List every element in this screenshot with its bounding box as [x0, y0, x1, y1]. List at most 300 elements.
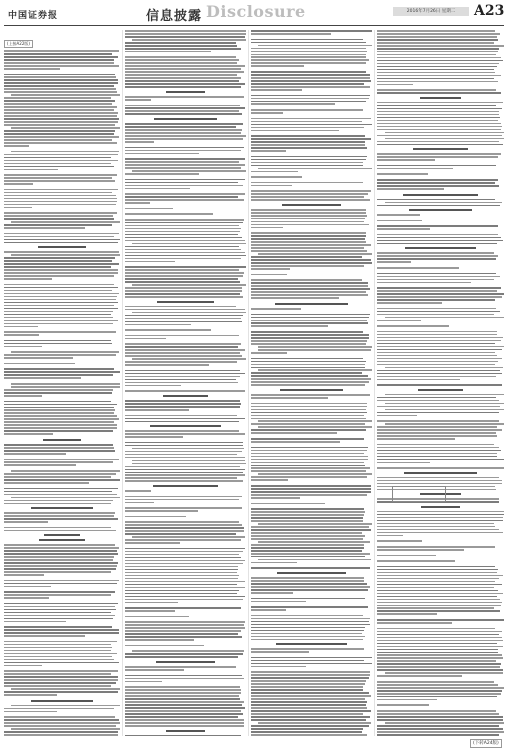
text-line: [377, 684, 498, 686]
text-line: [251, 59, 369, 61]
text-line: [377, 45, 504, 47]
text-line: [377, 273, 496, 275]
text-line: [4, 461, 113, 463]
text-line: [4, 278, 52, 280]
text-line: [258, 346, 372, 348]
text-line: [125, 587, 245, 589]
text-line: [251, 556, 365, 558]
text-line: [125, 349, 245, 351]
text-line: [251, 624, 370, 626]
text-line: [132, 536, 245, 538]
text-line: [251, 42, 366, 44]
text-line: [251, 274, 287, 276]
text-line: [251, 470, 366, 472]
text-line: [132, 312, 246, 314]
text-line: [251, 364, 365, 366]
text-line: [125, 287, 242, 289]
text-line: [125, 539, 241, 541]
text-line: [125, 167, 241, 169]
text-line: [251, 567, 370, 569]
text-line: [377, 42, 494, 44]
text-line: [377, 290, 497, 292]
text-line: [377, 532, 503, 534]
text-line: [251, 592, 293, 594]
text-line: [125, 96, 244, 98]
text-line: [377, 361, 498, 363]
text-line: [251, 418, 366, 420]
text-line: [125, 228, 241, 230]
text-line: [377, 373, 502, 375]
text-line: [251, 101, 366, 103]
text-line: [125, 42, 236, 44]
text-line: [251, 514, 364, 516]
text-line: [251, 54, 366, 56]
text-line: [125, 338, 166, 340]
text-line: [377, 57, 501, 59]
text-line: [4, 415, 117, 417]
text-line: [251, 279, 362, 281]
text-line: [125, 686, 240, 688]
text-line: [377, 587, 494, 589]
text-line: [125, 516, 186, 518]
text-line: [251, 162, 363, 164]
text-line: [251, 193, 368, 195]
text-line: [377, 84, 413, 86]
text-line: [4, 53, 112, 55]
text-line: [251, 259, 371, 261]
text-line: [377, 199, 495, 201]
text-line: [377, 459, 504, 461]
text-line: [258, 722, 371, 724]
text-line: [377, 267, 459, 269]
text-line: [377, 540, 422, 542]
text-line: [125, 376, 240, 378]
text-line: [377, 237, 501, 239]
text-line: [377, 111, 499, 113]
text-line: [125, 530, 244, 532]
text-line: [377, 590, 498, 592]
text-line: [4, 571, 111, 573]
text-line: [125, 707, 245, 709]
text-line: [377, 549, 464, 551]
text-line: [125, 255, 246, 257]
text-line: [377, 572, 497, 574]
text-line: [125, 315, 243, 317]
text-line: [251, 609, 286, 611]
text-line: [251, 701, 367, 703]
text-line: [251, 294, 368, 296]
text-line: [377, 261, 411, 263]
text-line: [4, 719, 119, 721]
text-line: [251, 485, 371, 487]
text-line: [251, 586, 370, 588]
text-line: [377, 66, 497, 68]
text-line: [377, 581, 495, 583]
text-line: [258, 523, 372, 525]
text-line: [377, 514, 504, 516]
text-line: [125, 524, 242, 526]
text-line: [275, 303, 347, 305]
text-line: [4, 346, 42, 348]
text-line: [251, 456, 368, 458]
text-line: [377, 619, 504, 621]
text-line: [125, 59, 239, 61]
text-line: [377, 406, 500, 408]
text-line: [377, 560, 455, 562]
text-line: [125, 138, 243, 140]
text-line: [4, 447, 114, 449]
text-line: [377, 325, 449, 327]
text-line: [4, 404, 117, 406]
text-line: [125, 293, 240, 295]
text-line: [125, 421, 239, 423]
text-line: [377, 529, 499, 531]
text-line: [251, 109, 363, 111]
text-line: [125, 56, 236, 58]
text-line: [377, 400, 499, 402]
text-line: [4, 409, 115, 411]
text-line: [4, 218, 114, 220]
text-line: [377, 663, 501, 665]
text-line: [258, 253, 372, 255]
text-line: [4, 212, 117, 214]
text-line: [125, 430, 239, 432]
text-line: [251, 663, 372, 665]
text-line: [377, 220, 422, 222]
text-line: [4, 527, 111, 529]
text-line: [125, 290, 242, 292]
text-line: [125, 107, 245, 109]
text-line: [4, 311, 113, 313]
text-line: [251, 636, 365, 638]
text-line: [125, 415, 237, 417]
text-line: [377, 205, 500, 207]
text-line: [125, 68, 241, 70]
text-line: [251, 491, 371, 493]
text-line: [377, 384, 502, 386]
text-line: [125, 237, 242, 239]
text-line: [125, 193, 245, 195]
text-line: [4, 236, 114, 238]
text-line: [125, 593, 237, 595]
text-line: [125, 36, 245, 38]
text-line: [377, 467, 504, 469]
text-line: [4, 272, 118, 274]
text-line: [377, 185, 499, 187]
text-line: [4, 580, 119, 582]
text-line: [404, 472, 477, 474]
text-line: [277, 572, 345, 574]
text-line: [4, 553, 118, 555]
text-line: [251, 212, 366, 214]
text-line: [4, 395, 42, 397]
text-line: [251, 550, 362, 552]
text-line: [125, 219, 244, 221]
text-line: [377, 450, 501, 452]
text-line: [4, 530, 116, 532]
text-line: [251, 358, 363, 360]
text-line: [258, 559, 371, 561]
text-line: [377, 228, 430, 230]
text-line: [31, 700, 94, 702]
text-line: [251, 121, 362, 123]
text-line: [4, 716, 115, 718]
text-line: [156, 661, 214, 663]
text-line: [4, 392, 112, 394]
text-line: [251, 621, 369, 623]
text-line: [125, 480, 243, 482]
text-line: [4, 556, 114, 558]
text-line: [385, 202, 503, 204]
text-line: [125, 557, 241, 559]
text-line: [125, 278, 238, 280]
text-line: [258, 541, 370, 543]
text-line: [251, 221, 364, 223]
text-line: [377, 168, 453, 170]
text-line: [4, 74, 115, 76]
text-line: [125, 225, 239, 227]
text-line: [125, 296, 243, 298]
text-line: [125, 689, 241, 691]
text-line: [251, 406, 367, 408]
text-line: [251, 80, 371, 82]
text-line: [125, 507, 242, 509]
text-line: [4, 275, 114, 277]
text-line: [377, 126, 502, 128]
text-line: [377, 646, 503, 648]
text-line: [251, 98, 369, 100]
text-line: [4, 629, 119, 631]
text-line: [377, 276, 500, 278]
text-line: [251, 412, 367, 414]
text-line: [4, 139, 112, 141]
text-line: [4, 407, 114, 409]
text-line: [377, 370, 500, 372]
text-line: [125, 502, 154, 504]
text-line: [377, 420, 499, 422]
text-line: [251, 322, 368, 324]
text-line: [125, 382, 238, 384]
text-line: [251, 488, 371, 490]
text-line: [125, 231, 240, 233]
text-line: [251, 185, 292, 187]
text-line: [377, 296, 502, 298]
text-line: [251, 544, 364, 546]
text-line: [377, 613, 437, 615]
text-line: [125, 616, 189, 618]
text-line: [125, 261, 175, 263]
text-line: [4, 547, 119, 549]
text-line: [125, 681, 162, 683]
text-line: [4, 224, 112, 226]
text-line: [377, 258, 496, 260]
text-line: [125, 578, 238, 580]
text-line: [405, 247, 476, 249]
text-line: [377, 628, 495, 630]
text-line: [377, 669, 503, 671]
text-line: [4, 644, 111, 646]
text-line: [251, 520, 363, 522]
text-line: [251, 241, 366, 243]
text-line: [125, 329, 211, 331]
text-line: [251, 660, 364, 662]
text-line: [251, 130, 339, 132]
text-line: [4, 201, 117, 203]
text-line: [125, 306, 236, 308]
text-line: [377, 120, 498, 122]
text-line: [4, 136, 119, 138]
text-line: [258, 473, 372, 475]
text-line: [125, 213, 213, 215]
text-line: [251, 159, 366, 161]
text-line: [377, 477, 499, 479]
text-line: [251, 657, 372, 659]
text-line: [251, 409, 366, 411]
text-line: [251, 127, 364, 129]
text-line: [251, 95, 370, 97]
text-line: [125, 510, 198, 512]
text-line: [377, 657, 503, 659]
text-line: [11, 705, 120, 707]
text-line: [125, 572, 237, 574]
text-line: [251, 33, 331, 35]
text-line: [125, 675, 242, 677]
text-line: [251, 716, 370, 718]
text-line: [4, 450, 115, 452]
text-line: [377, 693, 501, 695]
text-line: [125, 678, 244, 680]
text-line: [125, 150, 241, 152]
text-line: [377, 320, 421, 322]
text-line: [276, 643, 347, 645]
text-line: [4, 293, 119, 295]
text-line: [377, 379, 460, 381]
text-line: [251, 337, 369, 339]
text-line: [4, 609, 116, 611]
text-line: [4, 326, 38, 328]
text-line: [251, 218, 365, 220]
text-line: [377, 578, 499, 580]
text-line: [4, 597, 49, 599]
text-line: [251, 674, 370, 676]
text-line: [125, 457, 245, 459]
text-line: [44, 534, 79, 536]
text-line: [251, 606, 368, 608]
text-line: [258, 420, 372, 422]
text-line: [251, 423, 365, 425]
text-line: [377, 188, 444, 190]
text-line: [125, 355, 242, 357]
text-line: [377, 652, 498, 654]
text-line: [4, 591, 115, 593]
text-line: [4, 323, 113, 325]
text-line: [125, 630, 241, 632]
text-line: [251, 291, 366, 293]
text-line: [377, 165, 496, 167]
text-line: [377, 666, 500, 668]
text-line: [11, 728, 120, 730]
text-line: [377, 704, 429, 706]
text-line: [4, 260, 112, 262]
text-line: [4, 574, 44, 576]
text-line: [377, 710, 496, 712]
text-line: [251, 508, 364, 510]
text-line: [4, 424, 117, 426]
text-line: [251, 615, 363, 617]
text-line: [125, 735, 241, 736]
text-line: [4, 518, 118, 520]
text-line: [377, 92, 501, 94]
text-line: [251, 734, 367, 736]
text-line: [4, 180, 115, 182]
text-line: [251, 538, 363, 540]
text-line: [251, 671, 370, 673]
text-line: [125, 361, 237, 363]
text-line: [4, 354, 116, 356]
text-line: [125, 436, 183, 438]
text-line: [125, 499, 239, 501]
text-line: [377, 602, 502, 604]
text-line: [377, 731, 504, 733]
text-line: [251, 627, 365, 629]
text-line: [11, 688, 120, 690]
text-line: [377, 546, 495, 548]
text-line: [4, 659, 114, 661]
text-line: [4, 85, 114, 87]
text-line: [125, 409, 189, 411]
text-line: [251, 601, 306, 603]
text-line: [4, 308, 118, 310]
text-line: [251, 150, 286, 152]
text-line: [251, 288, 370, 290]
text-line: [125, 454, 237, 456]
text-line: [377, 566, 495, 568]
section-title-english: Disclosure: [206, 2, 306, 21]
text-line: [251, 633, 362, 635]
text-line: [251, 459, 368, 461]
text-line: [125, 575, 239, 577]
text-line: [377, 480, 502, 482]
text-line: [150, 425, 221, 427]
text-line: [4, 482, 89, 484]
text-line: [377, 117, 500, 119]
text-line: [4, 266, 111, 268]
text-line: [4, 368, 114, 370]
text-line: [251, 361, 366, 363]
text-line: [4, 694, 57, 696]
text-line: [125, 199, 244, 201]
text-line: [125, 442, 243, 444]
text-line: [4, 650, 111, 652]
text-line: [132, 463, 246, 465]
text-line: [251, 144, 365, 146]
text-line: [125, 722, 244, 724]
text-line: [251, 325, 328, 327]
text-line: [132, 243, 246, 245]
text-line: [251, 262, 372, 264]
text-line: [4, 494, 117, 496]
text-line: [251, 89, 302, 91]
continued-from-label: (上接A22版): [4, 40, 33, 48]
text-line: [377, 334, 497, 336]
text-line: [251, 713, 363, 715]
text-line: [385, 132, 504, 134]
text-line: [251, 467, 370, 469]
text-line: [251, 598, 365, 600]
text-line: [377, 456, 497, 458]
text-line: [4, 500, 113, 502]
text-line: [4, 641, 117, 643]
